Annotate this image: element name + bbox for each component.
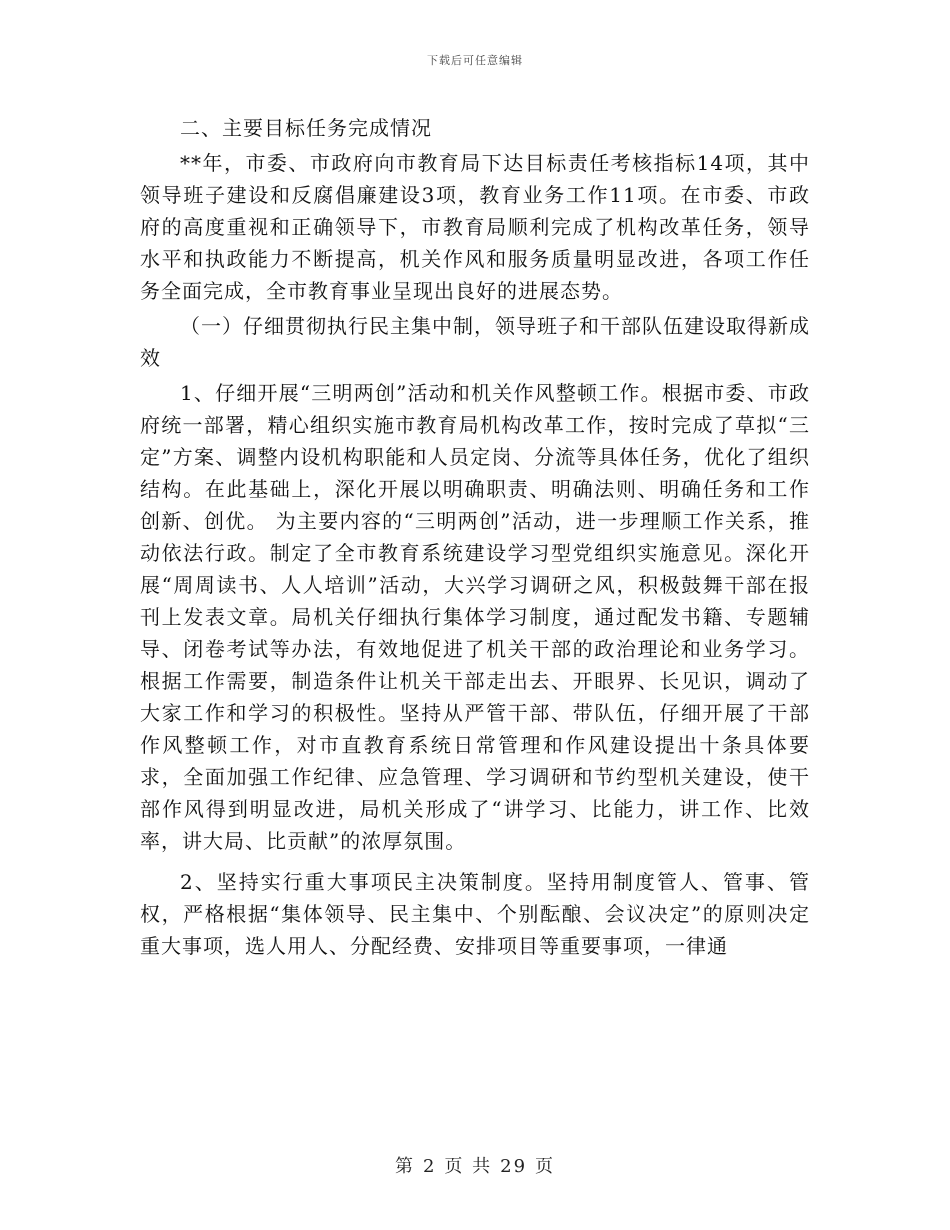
subsection-heading: （一）仔细贯彻执行民主集中制，领导班子和干部队伍建设取得新成效 bbox=[140, 314, 810, 370]
item-2-paragraph: 2、坚持实行重大事项民主决策制度。坚持用制度管人、管事、管权，严格根据“集体领导、民主集中、个别酝酿、会议决定”的原则决定重大事项，选人用人、分配经费、安排项目等重要事项，一律通 bbox=[140, 870, 810, 958]
footer-page-number: 2 bbox=[422, 1156, 437, 1177]
footer-suffix: 页 bbox=[535, 1156, 556, 1177]
footer-total-pages: 29 bbox=[500, 1156, 528, 1177]
item-1-paragraph: 1、仔细开展“三明两创”活动和机关作风整顿工作。根据市委、市政府统一部署，精心组织实施市教育局机构改革工作，按时完成了草拟“三定”方案、调整内设机构职能和人员定岗、分流等具体任务，优化了组织结构。在此基础上，深化开展以明确职责、明确法则、明确任务和工作创新、创优。 为主要内容的“三明两创”活动，进一步理顺工作关系，推动依法行政。制定了全市教育系统建设学习型党组织实施意见。深化开展“周周读书、人人培训”活动，大兴学习调研之风，积极鼓舞干部在报刊上发表文章。局机关仔细执行集体学习制度，通过配发书籍、专题辅导、闭卷考试等办法，有效地促进了机关干部的政治理论和业务学习。根据工作需要，制造条件让机关干部走出去、开眼界、长见识，调动了大家工作和学习的积极性。坚持从严管干部、带队伍，仔细开展了干部作风整顿工作，对市直教育系统日常管理和作风建设提出十条具体要求，全面加强工作纪律、应急管理、学习调研和节约型机关建设，使干部作风得到明显改进，局机关形成了“讲学习、比能力，讲工作、比效率，讲大局、比贡献”的浓厚氛围。 bbox=[140, 381, 810, 853]
intro-paragraph: **年，市委、市政府向市教育局下达目标责任考核指标14项，其中领导班子建设和反腐倡廉建设3项，教育业务工作11项。在市委、市政府的高度重视和正确领导下，市教育局顺利完成了机构改革任务，领导水平和执政能力不断提高，机关作风和服务质量明显改进，各项工作任务全面完成，全市教育事业呈现出良好的进展态势。 bbox=[140, 151, 810, 303]
section-heading: 二、主要目标任务完成情况 bbox=[180, 116, 432, 140]
footer-middle: 页 共 bbox=[444, 1156, 493, 1177]
page-footer bbox=[0, 1152, 950, 1178]
page-header: 下载后可任意编辑 bbox=[427, 54, 523, 67]
document-body bbox=[140, 112, 810, 962]
footer-prefix: 第 bbox=[394, 1156, 415, 1177]
